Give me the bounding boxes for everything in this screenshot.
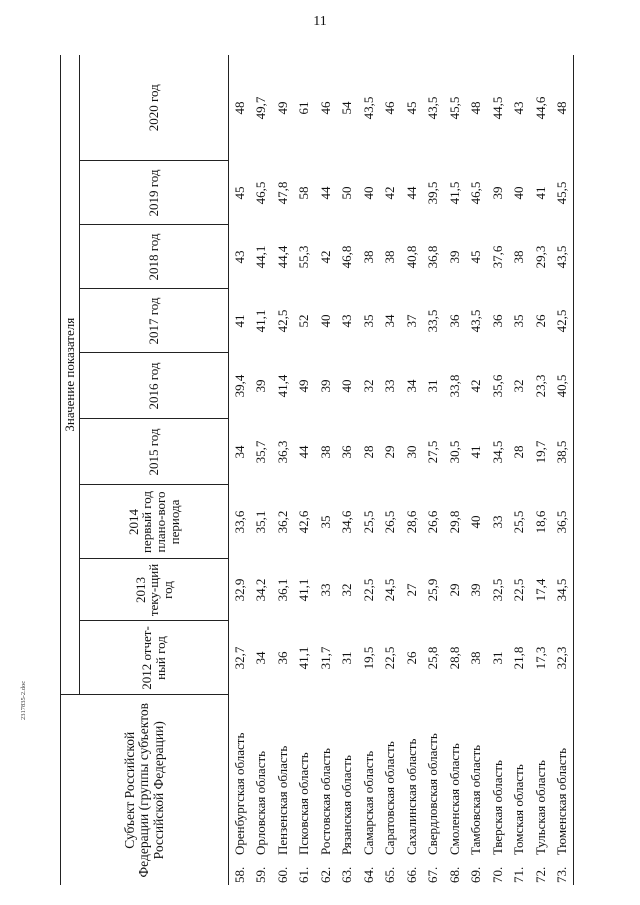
value-cell: 29,8 [446,510,462,534]
value-cell: 43,5 [360,96,376,120]
year-header-2014: 2014 первый год плано-вого периода [80,485,229,559]
value-cell: 39 [489,186,505,200]
table-row [401,55,423,885]
row-number: 65. [382,866,398,883]
value-cell: 39 [317,379,333,393]
value-cell: 42,5 [274,309,290,333]
value-cell: 38 [468,651,484,665]
value-cell: 55,3 [296,245,312,269]
row-number: 59. [253,866,269,883]
value-cell: 29,3 [532,245,548,269]
value-cell: 42,5 [552,289,574,353]
region-name: Оренбургская область [231,732,247,855]
value-cell: 32,9 [231,578,247,602]
value-cell: 44,5 [489,96,505,120]
region-name: Тульская область [532,760,548,855]
value-cell: 34 [253,651,269,665]
region-name: Псковская область [296,752,312,855]
value-cell: 41,5 [446,181,462,205]
value-cell: 30 [403,445,419,459]
subject-header: Субъект Российской Федерации (группы субъектов Российской Федерации) [61,695,229,885]
value-cell: 24,5 [382,578,398,602]
value-cell: 33,8 [446,374,462,398]
value-cell: 17,4 [532,578,548,602]
row-number: 63. [339,866,355,883]
value-cell: 19,7 [532,440,548,464]
value-cell: 36 [489,314,505,328]
value-cell: 38 [317,445,333,459]
value-cell: 54 [339,101,355,115]
value-cell: 40,8 [403,245,419,269]
value-cell: 41,1 [253,309,269,333]
region-name: Саратовская область [382,741,398,855]
value-cell: 36,1 [274,578,290,602]
region-name: Самарская область [360,750,376,855]
value-cell: 22,5 [511,578,527,602]
value-cell: 38 [360,250,376,264]
value-cell: 36,3 [274,440,290,464]
value-cell: 29 [382,445,398,459]
value-cell: 29 [446,583,462,597]
value-cell: 39,5 [425,181,441,205]
value-cell: 36,2 [274,510,290,534]
value-cell: 35 [360,314,376,328]
value-cell: 44 [403,186,419,200]
value-cell: 40 [511,186,527,200]
value-cell: 34,2 [253,578,269,602]
value-cell: 27 [403,583,419,597]
region-name: Томская область [511,764,527,855]
region-name: Рязанская область [339,755,355,855]
value-cell: 36 [339,445,355,459]
value-cell: 31 [489,651,505,665]
value-cell: 44,4 [274,245,290,269]
value-cell: 30,5 [446,440,462,464]
value-cell: 39,4 [231,374,247,398]
document-footer: 2317835-2.doc [20,680,27,720]
year-header-2015: 2015 год [80,419,229,485]
value-cell: 32,7 [231,646,247,670]
value-cell: 43 [339,314,355,328]
value-cell: 46,5 [253,181,269,205]
region-name: Смоленская область [446,743,462,855]
row-number: 69. [468,866,484,883]
value-cell: 40 [339,379,355,393]
value-cell: 22,5 [382,646,398,670]
table-body [229,55,574,885]
value-header: Значение показателя [61,55,80,695]
value-cell: 42,6 [296,510,312,534]
value-cell: 32 [339,583,355,597]
value-cell: 33,6 [231,510,247,534]
value-cell: 43,5 [552,225,574,289]
value-cell: 26 [532,314,548,328]
value-cell: 33,5 [425,309,441,333]
table-row [380,55,402,885]
year-header-2019: 2019 год [80,161,229,225]
year-header-2018: 2018 год [80,225,229,289]
value-cell: 17,3 [532,646,548,670]
value-cell: 35,6 [489,374,505,398]
value-cell: 45 [231,186,247,200]
year-header-2013: 2013 теку-щий год [80,559,229,621]
value-cell: 45,5 [446,96,462,120]
row-number: 71. [511,866,527,883]
value-cell: 48 [552,55,574,161]
table-row [294,55,316,885]
value-cell: 36,5 [552,485,574,559]
value-cell: 40 [468,515,484,529]
year-header-2012: 2012 отчет-ный год [80,621,229,695]
value-cell: 31 [425,379,441,393]
value-cell: 36 [446,314,462,328]
value-cell: 28,8 [446,646,462,670]
page-number: 11 [313,14,327,29]
region-name: Тюменская область [552,695,574,857]
value-cell: 18,6 [532,510,548,534]
table-row [272,55,294,885]
region-name: Свердловская область [425,733,441,855]
value-cell: 44,6 [532,96,548,120]
value-cell: 46 [382,101,398,115]
value-cell: 43 [511,101,527,115]
row-number: 70. [489,866,505,883]
region-name: Тверская область [489,760,505,855]
table-row [466,55,488,885]
row-number: 60. [274,866,290,883]
value-cell: 37,6 [489,245,505,269]
value-cell: 39 [253,379,269,393]
value-cell: 47,8 [274,181,290,205]
table-row [509,55,531,885]
value-cell: 38 [511,250,527,264]
value-cell: 42 [382,186,398,200]
value-cell: 48 [231,101,247,115]
value-cell: 23,3 [532,374,548,398]
row-number: 61. [296,866,312,883]
value-cell: 34,5 [489,440,505,464]
value-cell: 41,1 [296,646,312,670]
row-number: 68. [446,866,462,883]
value-cell: 45 [403,101,419,115]
rotated-table-frame [60,55,590,885]
value-cell: 49 [274,101,290,115]
region-name: Ростовская область [317,748,333,855]
region-name: Тамбовская область [468,744,484,855]
value-cell: 38,5 [552,419,574,485]
value-cell: 61 [296,101,312,115]
value-cell: 41 [468,445,484,459]
value-cell: 28 [511,445,527,459]
value-cell: 48 [468,101,484,115]
row-number: 72. [532,866,548,883]
table-row [251,55,273,885]
value-cell: 46 [317,101,333,115]
table-row [552,55,574,885]
value-cell: 27,5 [425,440,441,464]
value-cell: 32 [511,379,527,393]
value-cell: 50 [339,186,355,200]
value-cell: 42 [317,250,333,264]
value-cell: 34,5 [552,559,574,621]
value-cell: 35,1 [253,510,269,534]
region-name: Пензенская область [274,745,290,855]
year-header-2017: 2017 год [80,289,229,353]
value-cell: 22,5 [360,578,376,602]
value-cell: 49,7 [253,96,269,120]
value-cell: 45 [468,250,484,264]
value-cell: 25,9 [425,578,441,602]
value-cell: 32 [360,379,376,393]
value-cell: 25,5 [360,510,376,534]
value-cell: 34 [403,379,419,393]
value-cell: 36 [274,651,290,665]
value-cell: 34,6 [339,510,355,534]
value-cell: 34 [231,445,247,459]
value-cell: 32,3 [552,621,574,695]
value-cell: 38 [382,250,398,264]
indicator-table [60,55,574,885]
year-header-2020: 2020 год [80,55,229,161]
value-cell: 44 [296,445,312,459]
value-cell: 41 [231,314,247,328]
table-row [358,55,380,885]
table-row [487,55,509,885]
value-cell: 46,8 [339,245,355,269]
row-number: 58. [231,866,247,883]
value-cell: 45,5 [552,161,574,225]
value-cell: 28 [360,445,376,459]
region-name: Орловская область [253,750,269,855]
value-cell: 46,5 [468,181,484,205]
value-cell: 44,1 [253,245,269,269]
value-cell: 28,6 [403,510,419,534]
value-cell: 41,1 [296,578,312,602]
header-row-top [61,55,80,885]
value-cell: 40 [360,186,376,200]
value-cell: 25,8 [425,646,441,670]
row-number: 66. [403,866,419,883]
value-cell: 42 [468,379,484,393]
value-cell: 19,5 [360,646,376,670]
year-header-2016: 2016 год [80,353,229,419]
value-cell: 39 [468,583,484,597]
value-cell: 40,5 [552,353,574,419]
value-cell: 58 [296,186,312,200]
value-cell: 35,7 [253,440,269,464]
value-cell: 37 [403,314,419,328]
value-cell: 35 [511,314,527,328]
table-row [423,55,445,885]
table-row [444,55,466,885]
value-cell: 41 [532,186,548,200]
value-cell: 33 [489,515,505,529]
value-cell: 25,5 [511,510,527,534]
value-cell: 34 [382,314,398,328]
table-row [229,55,251,885]
row-number: 62. [317,866,333,883]
row-number: 64. [360,866,376,883]
value-cell: 26,5 [382,510,398,534]
value-cell: 49 [296,379,312,393]
value-cell: 21,8 [511,646,527,670]
region-name: Сахалинская область [403,738,419,855]
value-cell: 43,5 [425,96,441,120]
row-number: 67. [425,866,441,883]
table-row [315,55,337,885]
row-number: 73. [552,857,574,885]
value-cell: 41,4 [274,374,290,398]
table-row [530,55,552,885]
value-cell: 35 [317,515,333,529]
value-cell: 31,7 [317,646,333,670]
value-cell: 26 [403,651,419,665]
value-cell: 44 [317,186,333,200]
table-row [337,55,359,885]
value-cell: 36,8 [425,245,441,269]
value-cell: 26,6 [425,510,441,534]
value-cell: 32,5 [489,578,505,602]
value-cell: 43,5 [468,309,484,333]
value-cell: 43 [231,250,247,264]
value-cell: 52 [296,314,312,328]
value-cell: 33 [382,379,398,393]
value-cell: 40 [317,314,333,328]
value-cell: 33 [317,583,333,597]
value-cell: 39 [446,250,462,264]
value-cell: 31 [339,651,355,665]
